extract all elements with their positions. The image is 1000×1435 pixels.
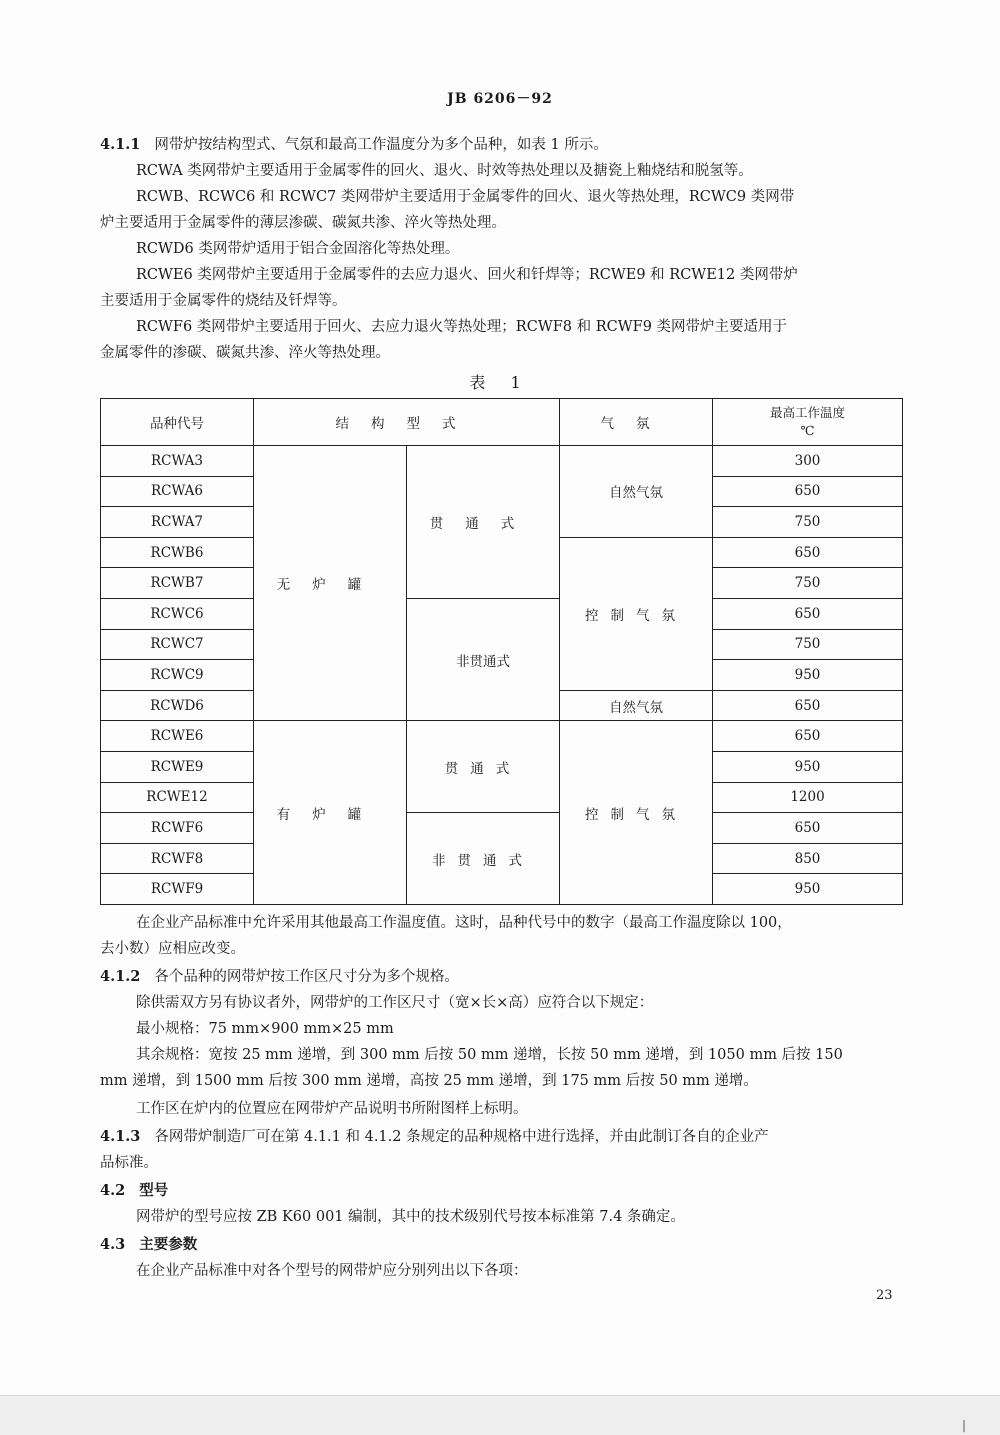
table-caption: 表 1 (469, 373, 531, 392)
structure-muffle: 有炉罐 (254, 721, 407, 905)
temp-cell: 650 (713, 476, 903, 507)
temp-cell: 1200 (713, 782, 903, 813)
table-row (101, 598, 903, 629)
paragraph: RCWF6 类网带炉主要适用于回火、去应力退火等热处理；RCWF8 和 RCWF9 类网带炉主要适用于 (136, 319, 788, 335)
temp-cell: 650 (713, 721, 903, 752)
temp-cell: 650 (713, 813, 903, 844)
temp-cell: 300 (713, 446, 903, 477)
code-cell: RCWE9 (101, 751, 254, 782)
paragraph: 网带炉的型号应按 ZB K60 001 编制，其中的技术级别代号按本标准第 7.4 条确定。 (136, 1209, 685, 1225)
table-row (101, 721, 903, 752)
code-cell: RCWF8 (101, 843, 254, 874)
temp-cell: 950 (713, 660, 903, 691)
temp-cell: 650 (713, 690, 903, 721)
paragraph: 品标准。 (100, 1155, 158, 1171)
paragraph: RCWE6 类网带炉主要适用于金属零件的去应力退火、回火和钎焊等；RCWE9 和 RCWE12 类网带炉 (136, 267, 798, 283)
atmosphere-natural: 自然气氛 (560, 446, 713, 538)
structure-through: 贯通式 (407, 446, 560, 599)
clause-number: 4.1.3 (100, 1128, 141, 1145)
table-row (101, 446, 903, 477)
paragraph: 其余规格：宽按 25 mm 递增，到 300 mm 后按 50 mm 递增，长按 50 mm 递增，到 1050 mm 后按 150 (136, 1047, 843, 1063)
table-header-row (101, 399, 903, 446)
temp-cell: 850 (713, 843, 903, 874)
clause-4-1-3 (100, 1124, 905, 1150)
code-cell: RCWC6 (101, 598, 254, 629)
header-temp-label: 最高工作温度 (769, 405, 845, 420)
structure-non-through: 非贯通式 (407, 598, 560, 720)
paragraph: 工作区在炉内的位置应在网带炉产品说明书所附图样上标明。 (136, 1101, 528, 1117)
paragraph: 主要适用于金属零件的烧结及钎焊等。 (100, 293, 347, 309)
header-temp (713, 399, 903, 446)
paragraph: RCWD6 类网带炉适用于铝合金固溶化等热处理。 (136, 241, 460, 257)
viewer-bottom-strip (0, 1395, 1000, 1435)
clause-number: 4.1.1 (100, 136, 141, 153)
code-cell: RCWB6 (101, 537, 254, 568)
structure-no-muffle: 无炉罐 (254, 446, 407, 721)
header-structure: 结构型式 (254, 399, 560, 446)
temp-cell: 950 (713, 874, 903, 905)
paragraph: 在企业产品标准中对各个型号的网带炉应分别列出以下各项： (136, 1263, 528, 1279)
code-cell: RCWA6 (101, 476, 254, 507)
paragraph: 去小数）应相应改变。 (100, 941, 245, 957)
code-cell: RCWE12 (101, 782, 254, 813)
classification-table (100, 398, 903, 905)
code-cell: RCWF6 (101, 813, 254, 844)
section-number: 4.2 (100, 1182, 126, 1199)
code-cell: RCWC7 (101, 629, 254, 660)
paragraph: RCWB、RCWC6 和 RCWC7 类网带炉主要适用于金属零件的回火、退火等热处理，RCWC9 类网带 (136, 189, 795, 205)
section-4-2 (100, 1178, 905, 1204)
structure-non-through: 非贯通式 (407, 813, 560, 905)
temp-cell: 750 (713, 629, 903, 660)
code-cell: RCWD6 (101, 690, 254, 721)
temp-cell: 750 (713, 507, 903, 538)
structure-through: 贯通式 (407, 721, 560, 813)
temp-cell: 950 (713, 751, 903, 782)
page-number: 23 (876, 1288, 893, 1303)
paragraph: 金属零件的渗碳、碳氮共渗、淬火等热处理。 (100, 345, 390, 361)
code-cell: RCWF9 (101, 874, 254, 905)
page-header: JB 6206－92 (447, 91, 553, 107)
paragraph: 除供需双方另有协议者外，网带炉的工作区尺寸（宽×长×高）应符合以下规定： (136, 995, 654, 1011)
clause-4-1-1 (100, 132, 905, 158)
header-code: 品种代号 (101, 399, 254, 446)
code-cell: RCWB7 (101, 568, 254, 599)
code-cell: RCWA3 (101, 446, 254, 477)
clause-text: 网带炉按结构型式、气氛和最高工作温度分为多个品种，如表 1 所示。 (154, 137, 608, 153)
section-4-3 (100, 1232, 905, 1258)
paragraph: mm 递增，到 1500 mm 后按 300 mm 递增，高按 25 mm 递增，到 175 mm 后按 50 mm 递增。 (100, 1073, 758, 1089)
clause-4-1-2 (100, 964, 905, 990)
atmosphere-controlled: 控制气氛 (560, 537, 713, 690)
temp-cell: 650 (713, 537, 903, 568)
code-cell: RCWE6 (101, 721, 254, 752)
section-title: 型号 (139, 1182, 169, 1199)
paragraph: 炉主要适用于金属零件的薄层渗碳、碳氮共渗、淬火等热处理。 (100, 215, 506, 231)
clause-text: 各个品种的网带炉按工作区尺寸分为多个规格。 (154, 969, 459, 985)
paragraph: RCWA 类网带炉主要适用于金属零件的回火、退火、时效等热处理以及搪瓷上釉烧结和脱氢等。 (136, 163, 753, 179)
header-atmosphere: 气氛 (560, 399, 713, 446)
clause-number: 4.1.2 (100, 968, 141, 985)
edge-mark: | (962, 1418, 967, 1432)
header-temp-unit: ℃ (800, 423, 815, 438)
temp-cell: 750 (713, 568, 903, 599)
clause-text: 各网带炉制造厂可在第 4.1.1 和 4.1.2 条规定的品种规格中进行选择，并由此制订各自的企业产 (154, 1129, 769, 1145)
section-number: 4.3 (100, 1236, 126, 1253)
atmosphere-natural: 自然气氛 (560, 690, 713, 721)
code-cell: RCWC9 (101, 660, 254, 691)
section-title: 主要参数 (139, 1236, 198, 1253)
code-cell: RCWA7 (101, 507, 254, 538)
temp-cell: 650 (713, 598, 903, 629)
atmosphere-controlled: 控制气氛 (560, 721, 713, 905)
paragraph: 最小规格：75 mm×900 mm×25 mm (136, 1021, 394, 1037)
paragraph: 在企业产品标准中允许采用其他最高工作温度值。这时，品种代号中的数字（最高工作温度除以 100， (136, 915, 792, 931)
table-row (101, 813, 903, 844)
